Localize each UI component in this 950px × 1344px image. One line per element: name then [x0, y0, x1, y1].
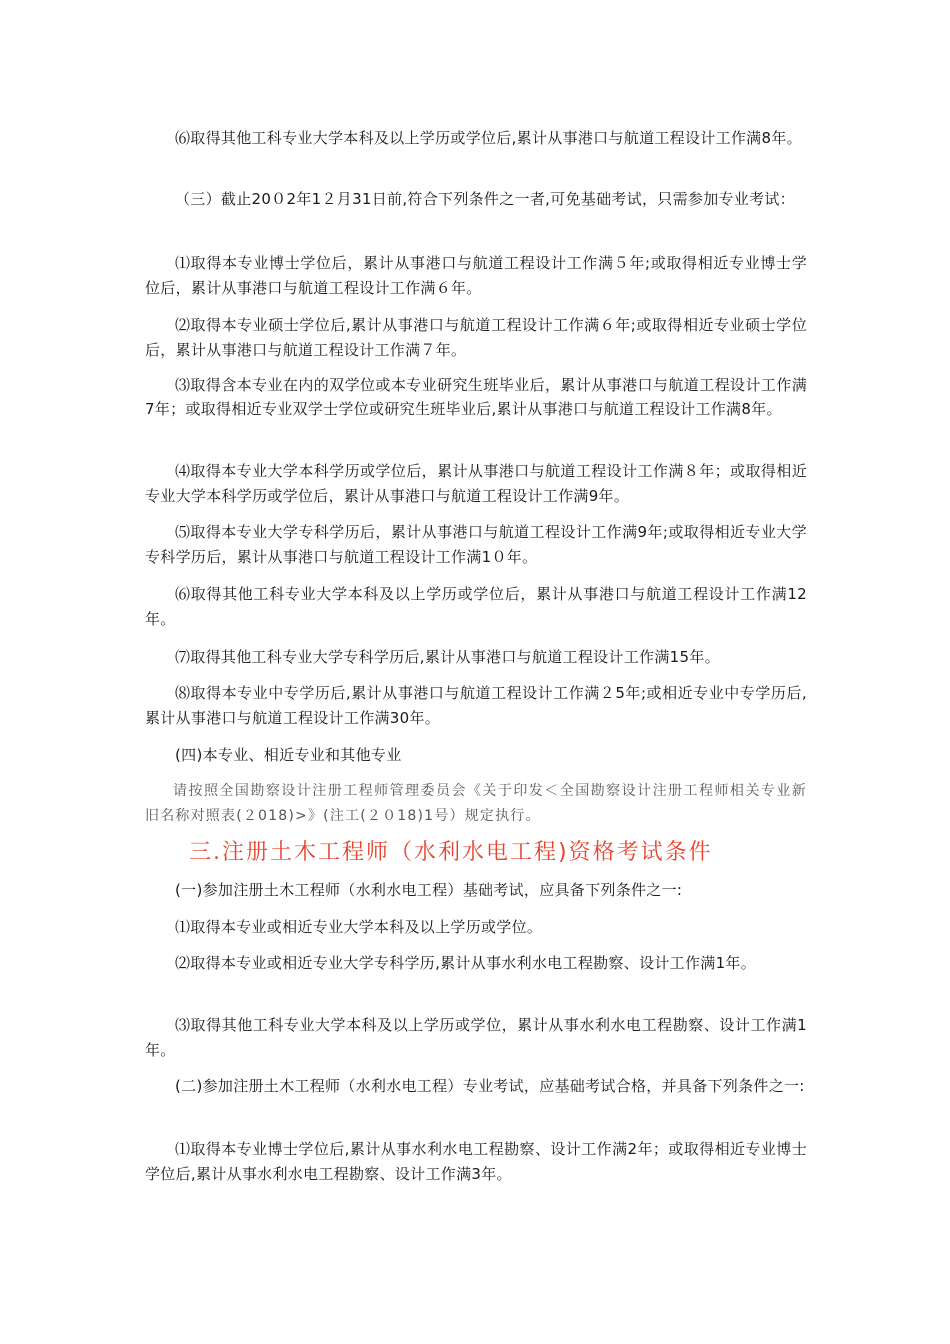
section-subheading: (四)本专业、相近专业和其他专业: [175, 746, 402, 764]
paragraph: ⑵取得本专业硕士学位后,累计从事港口与航道工程设计工作满６年;或取得相近专业硕士学位后，累计从事港口与航道工程设计工作满７年。: [145, 316, 807, 359]
paragraph: ⑸取得本专业大学专科学历后，累计从事港口与航道工程设计工作满9年;或取得相近专业大学专科学历后，累计从事港口与航道工程设计工作满1０年。: [145, 523, 807, 566]
paragraph: ⑶取得含本专业在内的双学位或本专业研究生班毕业后，累计从事港口与航道工程设计工作满7年；或取得相近专业双学士学位或研究生班毕业后,累计从事港口与航道工程设计工作满8年。: [145, 376, 807, 418]
paragraph: （三）截止20０2年1２月31日前,符合下列条件之一者,可免基础考试，只需参加专业考试：: [175, 190, 796, 208]
paragraph: ⑹取得其他工科专业大学本科及以上学历或学位后,累计从事港口与航道工程设计工作满8年。: [175, 129, 802, 147]
paragraph: ⑷取得本专业大学本科学历或学位后，累计从事港口与航道工程设计工作满８年；或取得相近专业大学本科学历或学位后，累计从事港口与航道工程设计工作满9年。: [145, 462, 807, 505]
section-heading: 三.注册土木工程师（水利水电工程)资格考试条件: [189, 840, 713, 865]
paragraph: ⑺取得其他工科专业大学专科学历后,累计从事港口与航道工程设计工作满15年。: [175, 648, 720, 666]
paragraph: 请按照全国勘察设计注册工程师管理委员会《关于印发＜全国勘察设计注册工程师相关专业新旧名称对照表(２018)>》(注工(２０18)1号）规定执行。: [145, 783, 807, 824]
paragraph: ⑴取得本专业博士学位后,累计从事水利水电工程勘察、设计工作满2年；或取得相近专业博士学位后,累计从事水利水电工程勘察、设计工作满3年。: [145, 1140, 807, 1183]
paragraph: ⑴取得本专业博士学位后，累计从事港口与航道工程设计工作满５年;或取得相近专业博士学位后，累计从事港口与航道工程设计工作满６年。: [145, 254, 807, 297]
paragraph: ⑶取得其他工科专业大学本科及以上学历或学位，累计从事水利水电工程勘察、设计工作满1年。: [145, 1016, 807, 1059]
paragraph: ⑹取得其他工科专业大学本科及以上学历或学位后，累计从事港口与航道工程设计工作满12年。: [145, 585, 807, 628]
section-subheading: (一)参加注册土木工程师（水利水电工程）基础考试，应具备下列条件之一:: [175, 881, 683, 899]
paragraph: ⑵取得本专业或相近专业大学专科学历,累计从事水利水电工程勘察、设计工作满1年。: [175, 954, 757, 972]
section-subheading: (二)参加注册土木工程师（水利水电工程）专业考试，应基础考试合格，并具备下列条件之一:: [175, 1077, 805, 1095]
paragraph: ⑴取得本专业或相近专业大学本科及以上学历或学位。: [175, 918, 543, 936]
paragraph: ⑻取得本专业中专学历后,累计从事港口与航道工程设计工作满２5年;或相近专业中专学历后,累计从事港口与航道工程设计工作满30年。: [145, 684, 807, 727]
